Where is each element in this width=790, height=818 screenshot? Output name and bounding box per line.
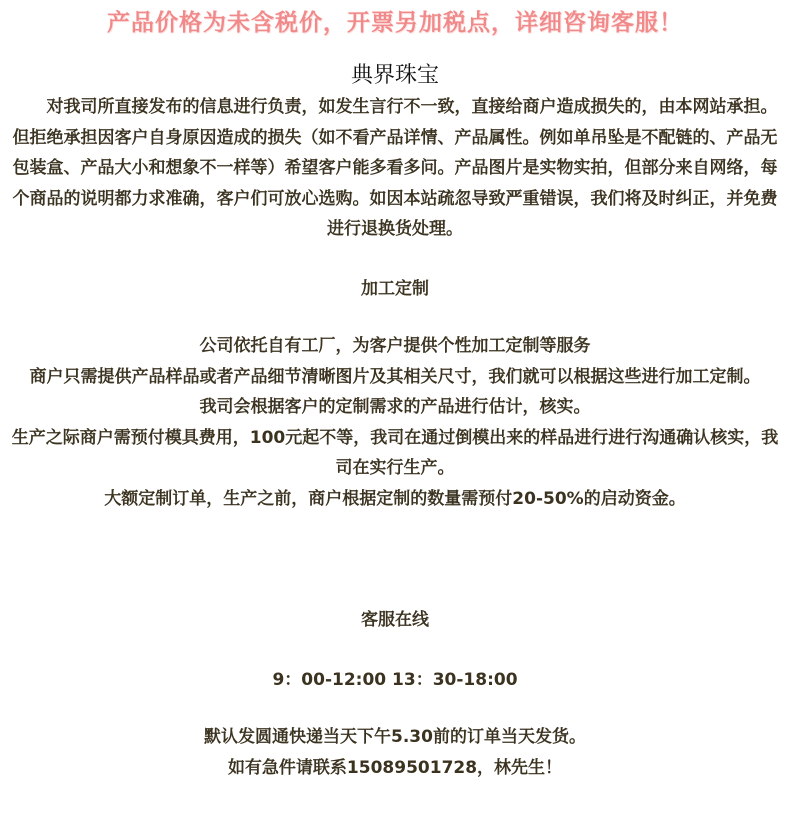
customization-line-1: 公司依托自有工厂，为客户提供个性加工定制等服务	[199, 336, 591, 356]
shipping-notice: 默认发圆通快递当天下午5.30前的订单当天发货。	[204, 727, 586, 747]
shop-name-title: 典界珠宝	[350, 63, 439, 88]
urgent-contact: 如有急件请联系15089501728，林先生！	[227, 757, 563, 778]
disclaimer-paragraph: 对我司所直接发布的信息进行负责，如发生言行不一致，直接给商户造成损失的，由本网站承担。但拒绝承担因客户自身原因造成的损失（如不看产品详情、产品属性。例如单吊坠是不配链的、产品无包装盒、产品大小和想象不一样等）希望客户能多看多问。产品图片是实物实拍，但部分来自网络，每个商品的说明都力求准确，客户们可放心选购。如因本站疏忽导致严重错误，我们将及时纠正，并免费进行退换货处理。	[12, 97, 778, 239]
shipping-section	[6, 722, 784, 783]
customization-title: 加工定制	[361, 279, 429, 299]
service-title: 客服在线	[361, 610, 429, 630]
customization-section	[6, 331, 784, 514]
customization-line-5: 大额定制订单，生产之前，商户根据定制的数量需预付20-50%的启动资金。	[104, 488, 686, 509]
service-hours: 9：00-12:00 13：30-18:00	[272, 670, 518, 690]
price-notice-banner: 产品价格为未含税价，开票另加税点，详细咨询客服！	[107, 10, 683, 36]
customization-line-4: 生产之际商户需预付模具费用，100元起不等，我司在通过倒模出来的样品进行进行沟通确认核实，我司在实行生产。	[11, 427, 779, 478]
customization-line-2: 商户只需提供产品样品或者产品细节清晰图片及其相关尺寸，我们就可以根据这些进行加工定制。	[29, 366, 761, 387]
customization-line-3: 我司会根据客户的定制需求的产品进行估计，核实。	[199, 397, 591, 417]
